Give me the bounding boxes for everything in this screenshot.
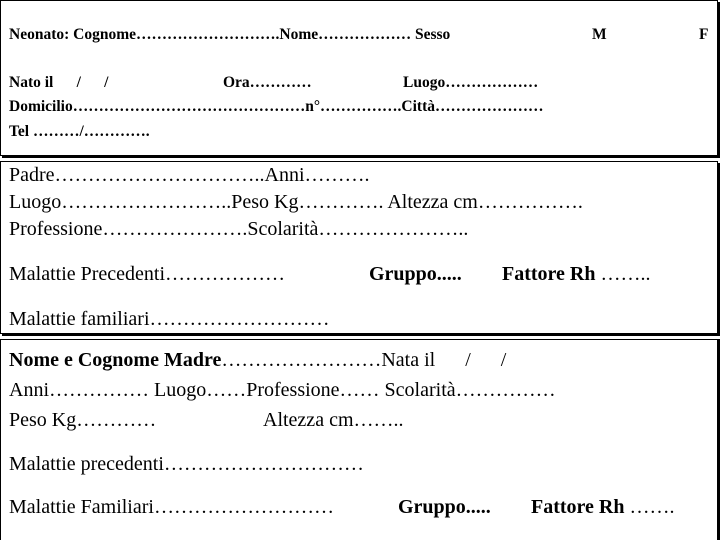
mother-family-diseases: Malattie Familiari……………………… <box>9 496 334 518</box>
mother-name-label: Nome e Cognome Madre <box>9 349 222 371</box>
father-family-diseases: Malattie familiari……………………… <box>9 308 330 330</box>
mother-previous-diseases: Malattie precedenti………………………… <box>9 453 364 475</box>
father-previous-diseases: Malattie Precedenti……………… <box>9 263 286 285</box>
domicile-field[interactable]: Domicilio………………………………………n°…………….Città………………… <box>9 98 544 115</box>
mother-name-line <box>9 349 506 372</box>
birth-time-field[interactable]: Ora………… <box>223 74 312 91</box>
father-rh-label: Fattore Rh <box>502 263 596 285</box>
father-place-weight-height-line: Luogo……………………..Peso Kg…………. Altezza cm……………. <box>9 191 583 213</box>
sex-m-option[interactable]: M <box>592 26 607 43</box>
phone-field[interactable]: Tel ………/…………. <box>9 123 150 140</box>
mother-rh-label: Fattore Rh <box>531 496 625 518</box>
father-blood-group: Gruppo..... <box>369 263 462 285</box>
sex-f-option[interactable]: F <box>699 26 709 43</box>
mother-section <box>0 339 718 540</box>
father-profession-education-line: Professione………………….Scolarità………………….. <box>9 218 469 240</box>
newborn-name-line: Neonato: Cognome……………………….Nome……………… Sesso <box>9 26 451 43</box>
mother-rh-dots: ……. <box>624 496 675 518</box>
mother-blood-group: Gruppo..... <box>398 496 491 518</box>
mother-name-rest: ……………………Nata il / / <box>221 349 507 371</box>
birth-date-field[interactable]: Nato il / / <box>9 74 109 91</box>
mother-weight: Peso Kg………… <box>9 409 157 431</box>
mother-rh-factor <box>531 496 675 519</box>
father-rh-dots: …….. <box>595 263 651 285</box>
newborn-section <box>0 0 718 156</box>
father-section <box>0 161 718 334</box>
father-name-age-line: Padre…………………………..Anni………. <box>9 164 370 186</box>
mother-age-place-line: Anni…………… Luogo……Professione…… Scolarità…………… <box>9 379 556 401</box>
mother-height: Altezza cm…….. <box>263 409 404 431</box>
birth-place-field[interactable]: Luogo……………… <box>403 74 539 91</box>
father-rh-factor <box>502 263 651 286</box>
